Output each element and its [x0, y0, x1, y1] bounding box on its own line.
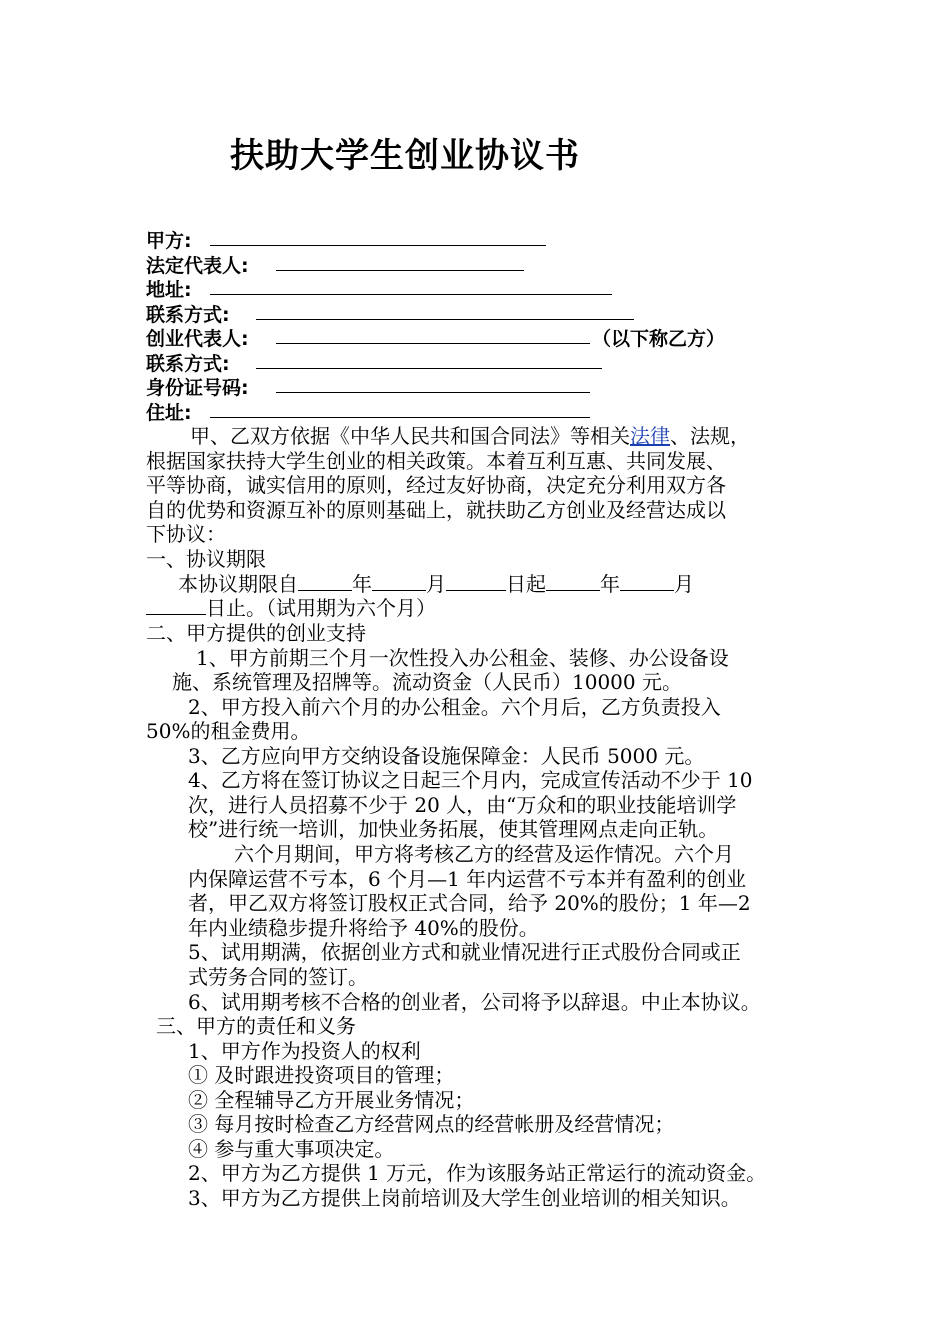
- s2-item-1-line-1: 1、甲方前期三个月一次性投入办公租金、装修、办公设备设: [196, 646, 729, 670]
- end-year-blank[interactable]: [546, 572, 600, 591]
- startup-rep-blank[interactable]: [276, 343, 590, 344]
- s2-item-5-line-1: 5、试用期满，依据创业方式和就业情况进行正式股份合同或正: [188, 940, 741, 964]
- s2-para-line-4: 年内业绩稳步提升将给予 40%的股份。: [188, 916, 539, 940]
- term-text: 年: [352, 572, 372, 596]
- s2-item-6: 6、试用期考核不合格的创业者，公司将予以辞退。中止本协议。: [188, 990, 761, 1014]
- intro-line-3: 平等协商，诚实信用的原则，经过友好协商，决定充分利用双方各: [146, 473, 726, 497]
- s3-sub-3: ③ 每月按时检查乙方经营网点的经营帐册及经营情况；: [188, 1112, 675, 1136]
- intro-line-5: 下协议：: [146, 522, 226, 546]
- term-text: 年: [600, 572, 620, 596]
- section-1-heading: 一、协议期限: [146, 547, 266, 571]
- start-year-blank[interactable]: [298, 572, 352, 591]
- term-text: 月: [426, 572, 446, 596]
- end-day-blank[interactable]: [146, 596, 206, 615]
- s3-sub-4: ④ 参与重大事项决定。: [188, 1137, 395, 1161]
- s3-item-1: 1、甲方作为投资人的权利: [188, 1039, 421, 1063]
- party-a-label: 甲方:: [146, 230, 192, 252]
- term-line-1: [178, 572, 694, 596]
- party-a-blank[interactable]: [210, 245, 546, 246]
- start-day-blank[interactable]: [446, 572, 506, 591]
- s2-item-5-line-2: 式劳务合同的签订。: [188, 965, 368, 989]
- s2-item-4-line-3: 校”进行统一培训，加快业务拓展，使其管理网点走向正轨。: [188, 817, 719, 841]
- id-number-label: 身份证号码:: [146, 377, 249, 399]
- s3-item-2: 2、甲方为乙方提供 1 万元，作为该服务站正常运行的流动资金。: [188, 1161, 767, 1185]
- term-text: 月: [674, 572, 694, 596]
- startup-rep-label: 创业代表人:: [146, 328, 249, 350]
- address-label: 地址:: [146, 279, 192, 301]
- term-text: 本协议期限自: [178, 572, 298, 596]
- intro-line-4: 自的优势和资源互补的原则基础上，就扶助乙方创业及经营达成以: [146, 498, 726, 522]
- s2-para-line-2: 内保障运营不亏本，6 个月—1 年内运营不亏本并有盈利的创业: [188, 867, 747, 891]
- intro-line-2: 根据国家扶持大学生创业的相关政策。本着互利互惠、共同发展、: [146, 449, 726, 473]
- s2-para-line-3: 者，甲乙双方将签订股权正式合同，给予 20%的股份；1 年—2: [188, 891, 751, 915]
- s2-item-2-line-2: 50%的租金费用。: [146, 719, 311, 743]
- address-blank[interactable]: [210, 294, 612, 295]
- startup-rep-suffix: （以下称乙方）: [592, 328, 726, 350]
- legal-rep-blank[interactable]: [276, 270, 524, 271]
- s2-item-2-line-1: 2、甲方投入前六个月的办公租金。六个月后，乙方负责投入: [188, 695, 721, 719]
- contact-a-label: 联系方式:: [146, 304, 230, 326]
- contact-b-label: 联系方式:: [146, 353, 230, 375]
- legal-rep-label: 法定代表人:: [146, 255, 249, 277]
- end-month-blank[interactable]: [620, 572, 674, 591]
- s3-item-3: 3、甲方为乙方提供上岗前培训及大学生创业培训的相关知识。: [188, 1186, 741, 1210]
- term-text: 日起: [506, 572, 546, 596]
- start-month-blank[interactable]: [372, 572, 426, 591]
- law-link[interactable]: 法律: [630, 424, 670, 448]
- intro-line-1: [190, 424, 750, 448]
- section-3-heading: 三、甲方的责任和义务: [156, 1014, 356, 1038]
- s2-para-line-1: 六个月期间，甲方将考核乙方的经营及运作情况。六个月: [234, 842, 734, 866]
- residence-blank[interactable]: [210, 417, 590, 418]
- intro-text: 甲、乙双方依据《中华人民共和国合同法》等相关: [190, 424, 630, 448]
- residence-label: 住址:: [146, 402, 192, 424]
- s2-item-1-line-2: 施、系统管理及招牌等。流动资金（人民币）10000 元。: [172, 670, 682, 694]
- id-number-blank[interactable]: [276, 392, 590, 393]
- s2-item-4-line-2: 次，进行人员招募不少于 20 人，由“万众和的职业技能培训学: [188, 793, 737, 817]
- contact-b-blank[interactable]: [256, 368, 602, 369]
- s2-item-3: 3、乙方应向甲方交纳设备设施保障金：人民币 5000 元。: [188, 744, 705, 768]
- section-2-heading: 二、甲方提供的创业支持: [146, 621, 366, 645]
- term-line-2: [146, 596, 436, 620]
- term-text: 日止。（试用期为六个月）: [206, 596, 436, 620]
- intro-text: 、法规，: [670, 424, 750, 448]
- contact-a-blank[interactable]: [256, 319, 634, 320]
- s3-sub-2: ② 全程辅导乙方开展业务情况；: [188, 1088, 475, 1112]
- s3-sub-1: ① 及时跟进投资项目的管理；: [188, 1063, 455, 1087]
- s2-item-4-line-1: 4、乙方将在签订协议之日起三个月内，完成宣传活动不少于 10: [188, 768, 753, 792]
- document-title: 扶助大学生创业协议书: [230, 136, 580, 176]
